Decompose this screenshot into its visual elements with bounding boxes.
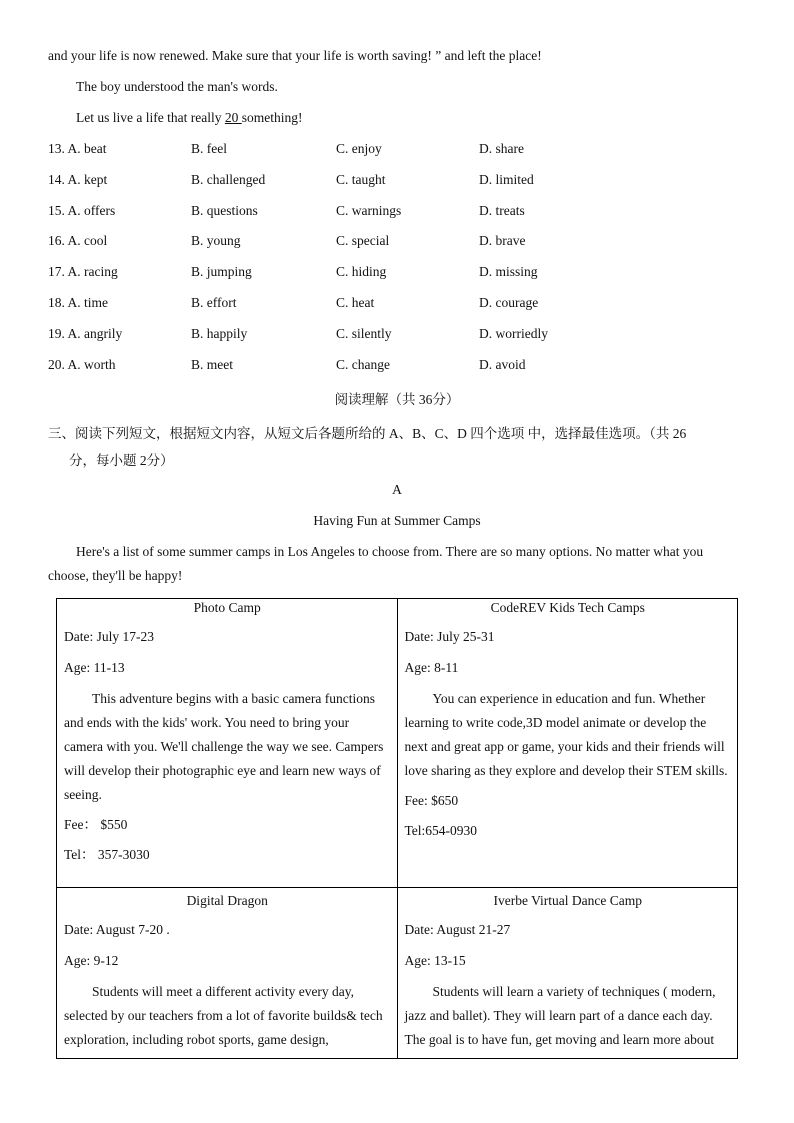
option-b: B. challenged	[191, 171, 266, 187]
camp-desc: This adventure begins with a basic camera functions and ends with the kids' work. You need to bring your camera with you. We'll challenge the way we see. Campers will develop their photographic eye and learn new ways of seeing.	[64, 691, 384, 802]
passage-letter: A	[392, 482, 402, 497]
option-d: D. courage	[479, 295, 539, 310]
camp-age: Age: 13-15	[404, 953, 466, 968]
option-b: B. feel	[191, 141, 227, 156]
option-row	[48, 357, 748, 379]
camp-desc: You can experience in education and fun. Whether learning to write code,3D model animate or develop the next and great app or game, your kids and their friends will love sharing as they explore and develop their STEM skills.	[404, 691, 728, 778]
option-a: 14. A. kept	[48, 171, 108, 187]
passage-line-2: The boy understood the man's words.	[76, 79, 278, 94]
option-row	[48, 203, 748, 225]
option-b: B. jumping	[191, 264, 252, 280]
intro-line-2: choose, they'll be happy!	[48, 568, 183, 583]
option-a: 15. A. offers	[48, 202, 116, 218]
option-row	[48, 264, 748, 286]
option-b: B. meet	[191, 356, 233, 372]
option-a: 19. A. angrily	[48, 325, 123, 341]
option-row	[48, 295, 748, 317]
section-heading: 阅读理解（共 36分）	[334, 392, 460, 407]
blank-20: 20	[224, 110, 242, 125]
camp-cell-iverbe	[397, 888, 738, 1059]
passage-title: Having Fun at Summer Camps	[313, 513, 481, 528]
option-c: C. special	[336, 233, 390, 249]
option-b: B. effort	[191, 295, 237, 310]
option-a: 16. A. cool	[48, 233, 108, 249]
option-d: D. avoid	[479, 356, 526, 372]
option-c: C. hiding	[336, 264, 387, 280]
passage-line-3-end: something!	[241, 110, 303, 125]
option-b: B. young	[191, 233, 241, 249]
option-a: 13. A. beat	[48, 141, 107, 156]
option-b: B. happily	[191, 325, 248, 341]
camp-cell-coderev	[397, 599, 738, 888]
option-a: 18. A. time	[48, 295, 108, 310]
camp-tel: Tel:654-0930	[404, 823, 478, 838]
option-row	[48, 141, 748, 163]
option-a: 17. A. racing	[48, 264, 118, 280]
camp-age: Age: 9-12	[64, 953, 119, 968]
camp-cell-digital-dragon	[57, 888, 398, 1059]
option-a: 20. A. worth	[48, 356, 116, 372]
option-c: C. enjoy	[336, 141, 382, 156]
camp-date: Date: July 17-23	[64, 629, 154, 644]
option-d: D. share	[479, 141, 524, 156]
option-d: D. worriedly	[479, 325, 548, 341]
intro-line-1: Here's a list of some summer camps in Los Angeles to choose from. There are so many options. No matter what you	[76, 544, 704, 559]
instructions-line-2: 分，每小题 2分）	[69, 453, 174, 468]
option-b: B. questions	[191, 202, 258, 218]
option-c: C. warnings	[336, 202, 402, 218]
option-c: C. silently	[336, 325, 392, 341]
camp-title: Photo Camp	[193, 600, 261, 615]
camp-desc: Students will learn a variety of techniques ( modern, jazz and ballet). They will learn part of a dance each day. The goal is to have fun, get moving and learn more about	[404, 984, 716, 1047]
camp-fee: Fee： $550	[64, 817, 128, 832]
camp-title: Iverbe Virtual Dance Camp	[493, 893, 642, 908]
passage-line-3	[76, 110, 302, 126]
camp-cell-photo	[57, 599, 398, 888]
camp-desc: Students will meet a different activity every day, selected by our teachers from a lot of favorite builds& tech exploration, including robot sports, game design,	[64, 984, 383, 1047]
camp-title: Digital Dragon	[186, 893, 268, 908]
option-c: C. taught	[336, 171, 386, 187]
option-row	[48, 326, 748, 348]
camp-date: Date: July 25-31	[404, 629, 495, 644]
instructions-line-1: 三、阅读下列短文，根据短文内容，从短文后各题所给的 A、B、C、D 四个选项 中，选择最佳选项。（共 26	[48, 426, 687, 441]
passage-line-3-text: Let us live a life that really	[76, 110, 225, 125]
option-c: C. heat	[336, 295, 375, 310]
camp-age: Age: 11-13	[64, 660, 125, 675]
option-c: C. change	[336, 356, 390, 372]
option-row	[48, 172, 748, 194]
option-d: D. limited	[479, 171, 534, 187]
camps-table	[56, 598, 738, 1059]
option-d: D. missing	[479, 264, 538, 280]
camp-fee: Fee: $650	[404, 793, 459, 808]
option-d: D. treats	[479, 202, 525, 218]
camp-tel: Tel： 357-3030	[64, 847, 150, 862]
camp-date: Date: August 21-27	[404, 922, 511, 937]
camp-age: Age: 8-11	[404, 660, 459, 675]
option-d: D. brave	[479, 233, 526, 249]
option-row	[48, 233, 748, 255]
camp-title: CodeREV Kids Tech Camps	[490, 600, 645, 615]
camp-date: Date: August 7-20 .	[64, 922, 170, 937]
passage-line-1: and your life is now renewed. Make sure that your life is worth saving! ” and left the place!	[48, 48, 542, 63]
